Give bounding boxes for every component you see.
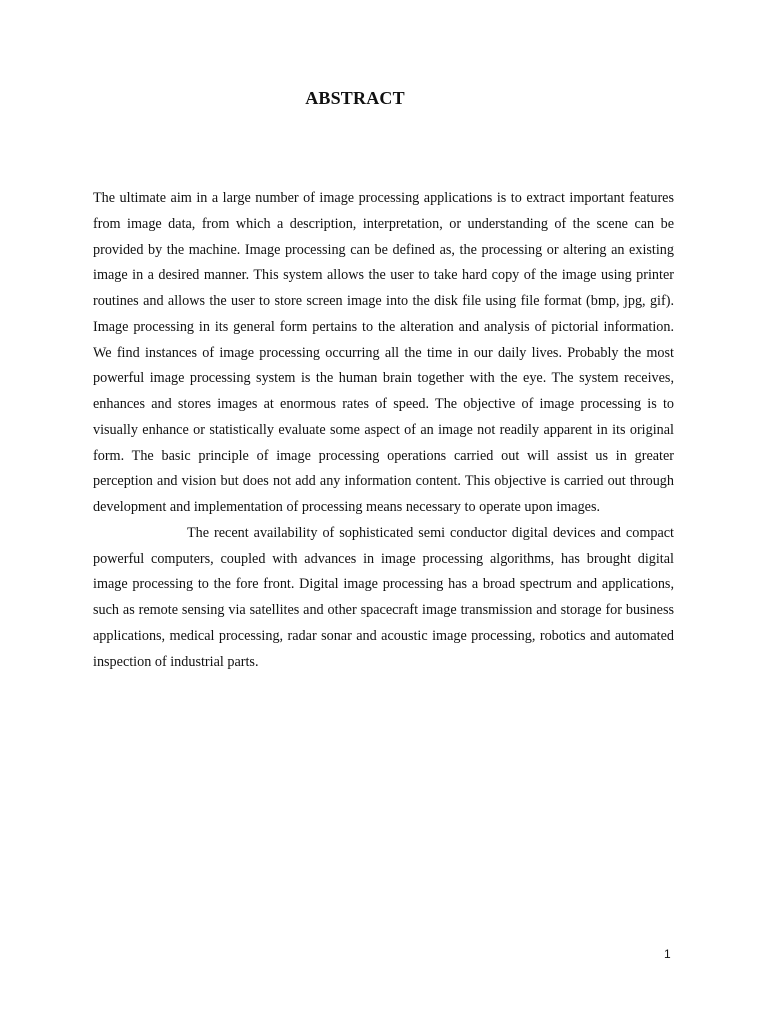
abstract-body	[93, 186, 674, 675]
abstract-paragraph-2: The recent availability of sophisticated semi conductor digital devices and compact powerful computers, coupled with advances in image processing algorithms, has brought digital image processing to the fore front. Digital image processing has a broad spectrum and applications, such as remote sensing via satellites and other spacecraft image transmission and storage for business applications, medical processing, radar sonar and acoustic image processing, robotics and automated inspection of industrial parts.	[93, 524, 674, 670]
page-title: ABSTRACT	[305, 88, 405, 108]
page-number: 1	[664, 947, 671, 961]
abstract-paragraph-1: The ultimate aim in a large number of image processing applications is to extract important features from image data, from which a description, interpretation, or understanding of the scene can be provided by the machine. Image processing can be defined as, the processing or altering an existing image in a desired manner. This system allows the user to take hard copy of the image using printer routines and allows the user to store screen image into the disk file using file format (bmp, jpg, gif). Image processing in its general form pertains to the alteration and analysis of pictorial information. We find instances of image processing occurring all the time in our daily lives. Probably the most powerful image processing system is the human brain together with the eye. The system receives, enhances and stores images at enormous rates of speed. The objective of image processing is to visually enhance or statistically evaluate some aspect of an image not readily apparent in its original form. The basic principle of image processing operations carried out will assist us in greater perception and vision but does not add any information content. This objective is carried out through development and implementation of processing means necessary to operate upon images.	[93, 190, 674, 515]
